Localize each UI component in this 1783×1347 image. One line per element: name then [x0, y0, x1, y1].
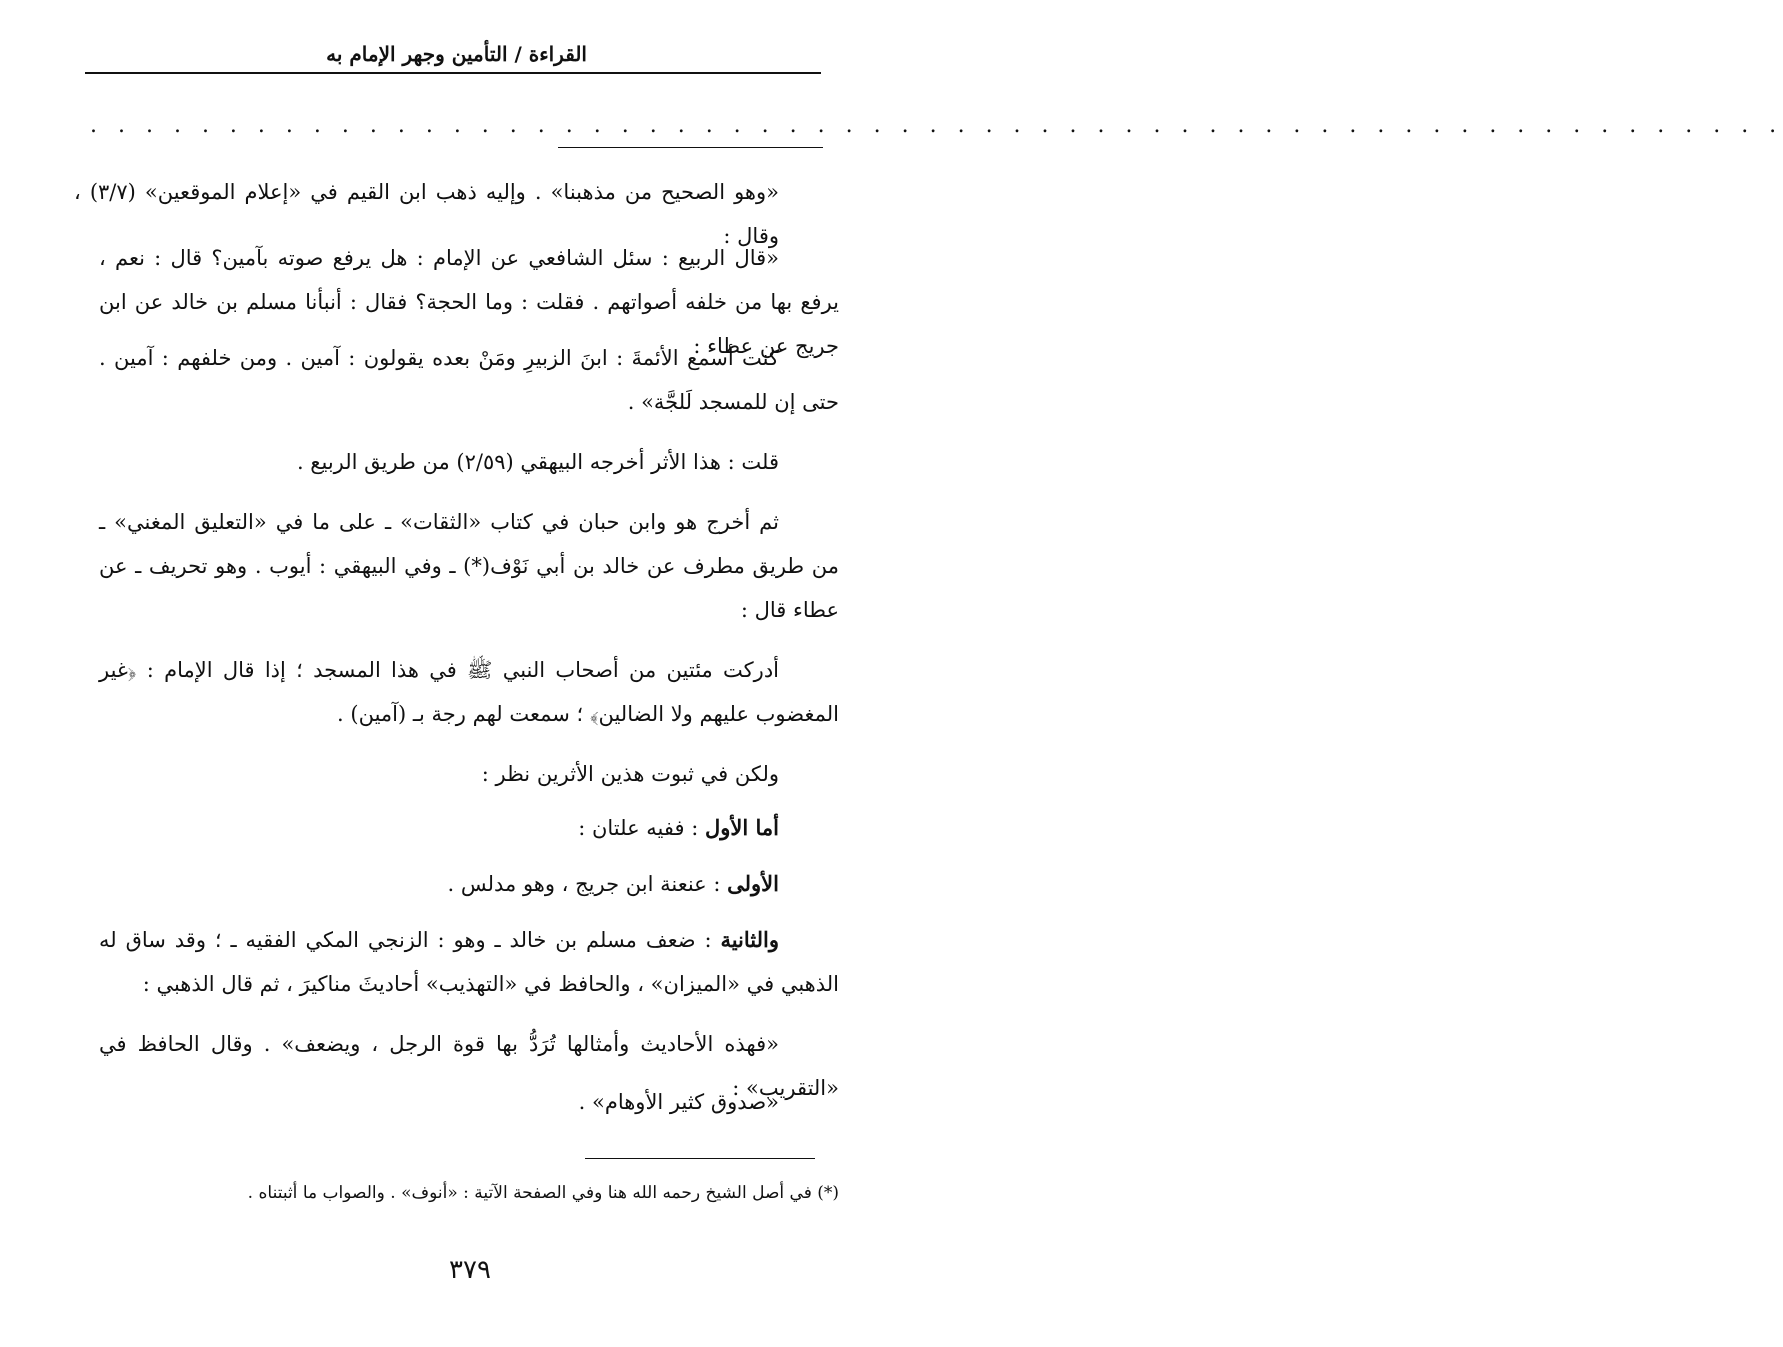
paragraph-10 [99, 918, 839, 1006]
paragraph-8-rest: : ففيه علتان : [578, 816, 705, 840]
paragraph-9 [74, 862, 779, 906]
footnote-rule [585, 1158, 815, 1159]
paragraph-12: «صدوق كثير الأوهام» . [578, 1090, 779, 1114]
paragraph-2: «قال الربيع : سئل الشافعي عن الإمام : هل يرفع صوته بآمين؟ قال : نعم ، يرفع بها من خلفه أصواتهم . فقلت : وما الحجة؟ فقال : أنبأنا مسلم بن خالد عن ابن جريج عن عطاء : [99, 246, 839, 358]
paragraph-3: كنت أسمع الأئمةَ : ابنَ الزبيرِ ومَنْ بعده يقولون : آمين . ومن خلفهم : آمين . حتى إن للمسجد لَلجَّة» . [99, 346, 839, 414]
paragraph-1: «وهو الصحيح من مذهبنا» . وإليه ذهب ابن القيم في «إعلام الموقعين» (٣/٧) ، وقال : [74, 180, 779, 248]
paragraph-9-lead: الأولى [727, 871, 779, 896]
dotted-separator: . . . . . . . . . . . . . . . . . . . . . . . . . . . . . . . . . . . . . . . . . . . . . . . . . . . . . . . . . . . . . [90, 113, 1783, 138]
header-rule [85, 72, 821, 74]
paragraph-5: ثم أخرج هو وابن حبان في كتاب «الثقات» ـ على ما في «التعليق المغني» ـ من طريق مطرف عن خالد بن أبي نَوْف(*) ـ وفي البيهقي : أيوب . وهو تحريف ـ عن عطاء قال : [99, 510, 839, 622]
paragraph-8-lead: أما الأول [704, 815, 779, 840]
running-title: القراءة / التأمين وجهر الإمام به [326, 42, 587, 66]
separator-rule [558, 147, 823, 148]
paragraph-7: ولكن في ثبوت هذين الأثرين نظر : [481, 762, 779, 786]
paragraph-11: «فهذه الأحاديث وأمثالها تُرَدُّ بها قوة الرجل ، ويضعف» . وقال الحافظ في «التقريب» : [99, 1032, 839, 1100]
paragraph-8 [74, 806, 779, 850]
page-number: ٣٧٩ [449, 1255, 491, 1285]
paragraph-10-lead: والثانية [720, 927, 779, 952]
paragraph-9-rest: : عنعنة ابن جريج ، وهو مدلس . [447, 872, 728, 896]
paragraph-4: قلت : هذا الأثر أخرجه البيهقي (٢/٥٩) من طريق الربيع . [296, 450, 779, 474]
footnote: (*) في أصل الشيخ رحمه الله هنا وفي الصفحة الآتية : «أنوف» . والصواب ما أثبتناه . [247, 1183, 839, 1203]
paragraph-10-rest: : ضعف مسلم بن خالد ـ وهو : الزنجي المكي الفقيه ـ ؛ وقد ساق له الذهبي في «الميزان» ، والحافظ في «التهذيب» أحاديثَ مناكيرَ ، ثم قال الذهبي : [99, 928, 839, 996]
paragraph-6: أدركت مئتين من أصحاب النبي ﷺ في هذا المسجد ؛ إذا قال الإمام : ﴿غير المغضوب عليهم ولا الضالين﴾ ؛ سمعت لهم رجة بـ (آمين) . [99, 658, 839, 726]
